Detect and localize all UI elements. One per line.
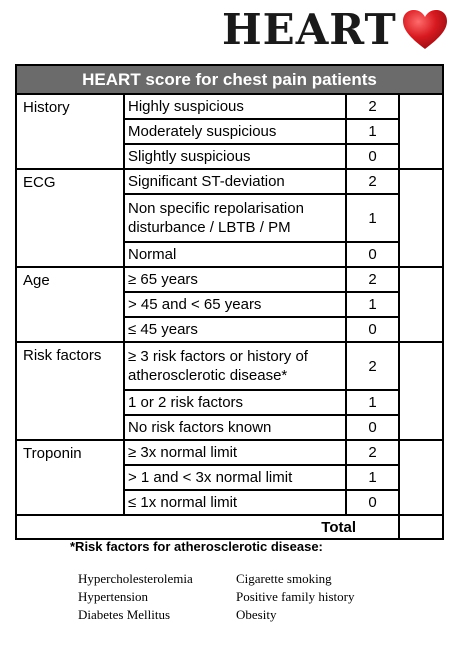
criterion-text: > 1 and < 3x normal limit	[124, 465, 346, 490]
table-row	[16, 342, 443, 390]
criterion-text: Significant ST-deviation	[124, 169, 346, 194]
heart-logo	[222, 4, 449, 56]
category-label: History	[16, 94, 124, 169]
table-row	[16, 267, 443, 292]
logo-word: HEART	[222, 5, 397, 54]
total-label: Total	[16, 515, 399, 539]
category-label: ECG	[16, 169, 124, 267]
criterion-text: ≥ 65 years	[124, 267, 346, 292]
points-value: 0	[346, 144, 399, 169]
heart-icon	[401, 9, 449, 51]
risk-factor-list	[78, 570, 386, 624]
category-score-field[interactable]	[399, 267, 443, 342]
criterion-text: ≥ 3x normal limit	[124, 440, 346, 465]
points-value: 2	[346, 94, 399, 119]
risk-factor-item: Hypertension	[78, 589, 149, 604]
heart-score-table	[15, 64, 444, 540]
risk-factor-item: Obesity	[236, 607, 277, 622]
total-row	[16, 515, 443, 539]
points-value: 0	[346, 317, 399, 342]
criterion-text: ≤ 1x normal limit	[124, 490, 346, 515]
category-score-field[interactable]	[399, 342, 443, 440]
criterion-text: > 45 and < 65 years	[124, 292, 346, 317]
points-value: 2	[346, 342, 399, 390]
points-value: 1	[346, 194, 399, 242]
table-title: HEART score for chest pain patients	[16, 65, 443, 94]
criterion-text: Slightly suspicious	[124, 144, 346, 169]
risk-factor-item: Positive family history	[236, 589, 355, 604]
criterion-text: Highly suspicious	[124, 94, 346, 119]
points-value: 0	[346, 415, 399, 440]
category-score-field[interactable]	[399, 440, 443, 515]
points-value: 2	[346, 440, 399, 465]
category-label: Risk factors	[16, 342, 124, 440]
category-score-field[interactable]	[399, 169, 443, 267]
category-label: Troponin	[16, 440, 124, 515]
points-value: 2	[346, 267, 399, 292]
category-label: Age	[16, 267, 124, 342]
risk-factor-item: Hypercholesterolemia	[78, 571, 193, 586]
points-value: 0	[346, 242, 399, 267]
criterion-text: ≤ 45 years	[124, 317, 346, 342]
points-value: 2	[346, 169, 399, 194]
criterion-text: Non specific repolarisation disturbance / LBTB / PM	[124, 194, 346, 242]
points-value: 1	[346, 465, 399, 490]
table-row	[16, 169, 443, 194]
points-value: 0	[346, 490, 399, 515]
points-value: 1	[346, 292, 399, 317]
total-score-field[interactable]	[399, 515, 443, 539]
criterion-text: Moderately suspicious	[124, 119, 346, 144]
footnote-title: *Risk factors for atherosclerotic disease:	[70, 539, 323, 554]
points-value: 1	[346, 119, 399, 144]
table-row	[16, 440, 443, 465]
criterion-text: No risk factors known	[124, 415, 346, 440]
criterion-text: Normal	[124, 242, 346, 267]
table-row	[16, 94, 443, 119]
risk-factor-item: Cigarette smoking	[236, 571, 332, 586]
points-value: 1	[346, 390, 399, 415]
criterion-text: ≥ 3 risk factors or history of atherosclerotic disease*	[124, 342, 346, 390]
risk-factor-item: Diabetes Mellitus	[78, 607, 171, 622]
category-score-field[interactable]	[399, 94, 443, 169]
criterion-text: 1 or 2 risk factors	[124, 390, 346, 415]
